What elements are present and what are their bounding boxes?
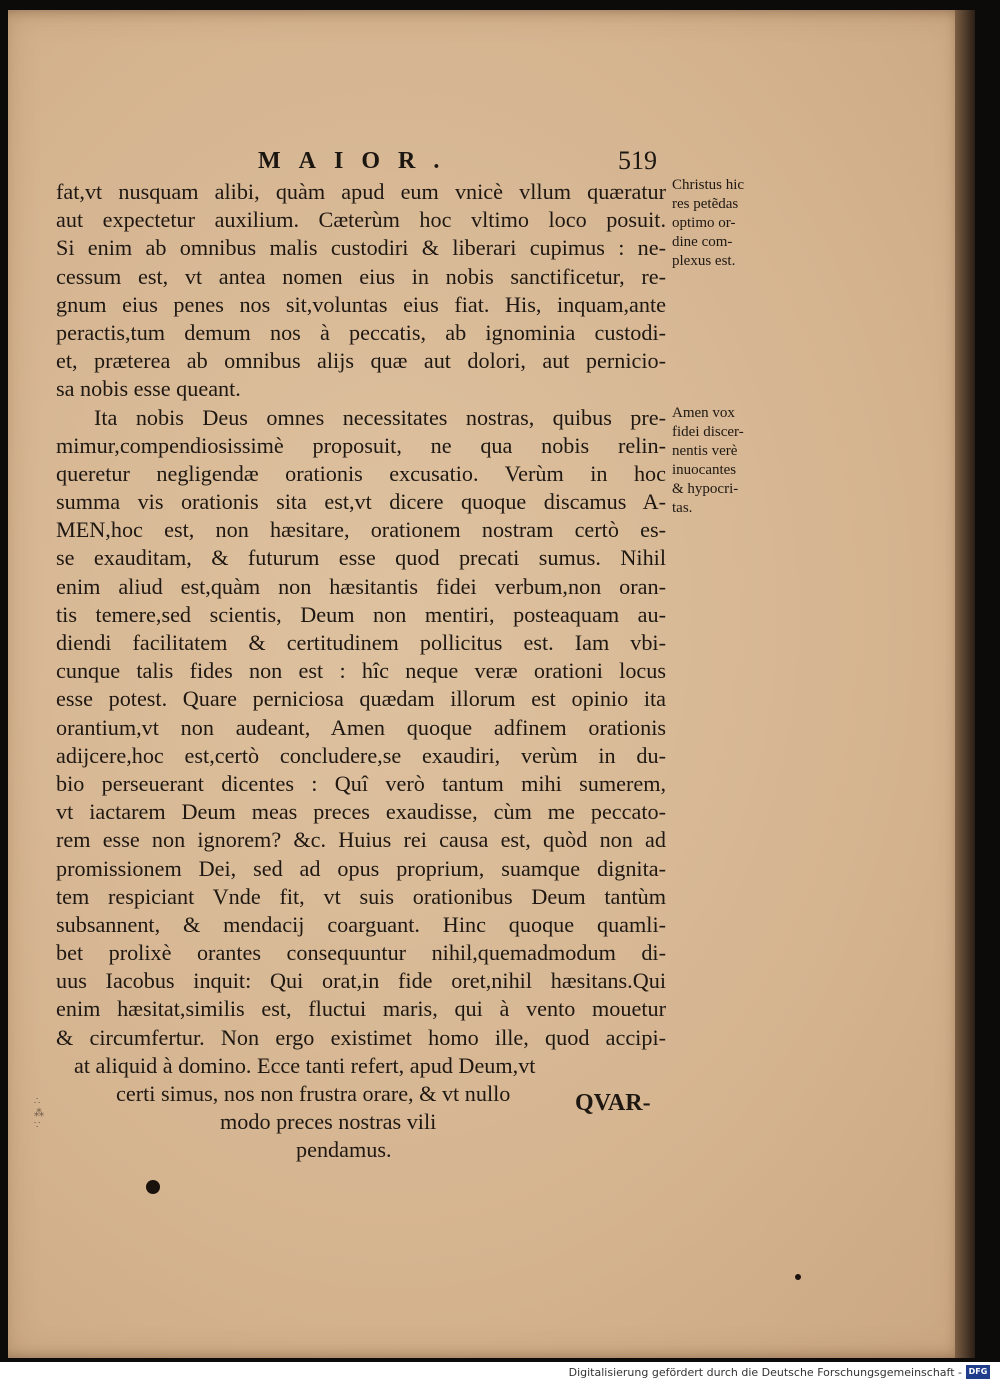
text-line: queretur negligendæ orationis excusatio. Verùm in hoc [56,460,666,486]
footer-credit: Digitalisierung gefördert durch die Deutsche Forschungsgemeinschaft - [568,1366,962,1379]
marginal-line: Christus hic [672,177,745,193]
marginal-line: tas. [672,500,693,516]
catchword: QVAR- [575,1090,651,1116]
text-line: orantium,vt non audeant, Amen quoque adfinem orationis [56,714,666,740]
text-line: adijcere,hoc est,certò concludere,se exaudiri, verùm in du- [56,742,666,768]
marginal-line: dine com- [672,234,733,250]
text-line: summa vis orationis sita est,vt dicere quoque discamus A- [56,489,666,515]
text-line: & circumfertur. Non ergo existimet homo ille, quod accipi- [56,1024,666,1050]
text-line: bet prolixè orantes consequuntur nihil,quemadmodum di- [56,940,666,966]
text-line: modo preces nostras vili [220,1109,437,1135]
text-line: esse potest. Quare perniciosa quædam illorum est opinio ita [56,686,666,712]
text-line: cessum est, vt antea nomen eius in nobis sanctificetur, re- [56,263,666,289]
text-line: tis temere,sed scientis, Deum non mentiri, posteaquam au- [56,601,666,627]
marginal-line: res petẽdas [672,196,739,212]
text-line: sa nobis esse queant. [56,376,241,402]
marginal-line: fidei discer- [672,424,744,440]
text-line: enim aliud est,quàm non hæsitantis fidei verbum,non oran- [56,573,666,599]
body-text [56,178,666,1165]
text-line: enim hæsitat,similis est, fluctui maris, qui à vento mouetur [56,996,666,1022]
marginal-line: nentis verè [672,443,738,459]
ink-dot [146,1180,160,1194]
marginal-line: & hypocri- [672,481,739,497]
text-line: diendi facilitatem & certitudinem pollicitus est. Iam vbi- [56,630,666,655]
marginal-note-christus [672,176,772,271]
text-line: mimur,compendiosissimè proposuit, ne qua nobis relin- [56,432,666,458]
text-line: certi simus, nos non frustra orare, & vt nullo [116,1081,511,1106]
marginal-note-amen [672,404,772,518]
marginal-line: inuocantes [672,462,737,478]
text-line: fat,vt nusquam alibi, quàm apud eum vnicè vllum quæratur [56,179,666,204]
text-line: cunque talis fides non est : hîc neque veræ orationi locus [56,658,666,684]
text-line: tem respiciant Vnde fit, vt suis orationibus Deum tantùm [56,883,666,909]
text-line: peractis,tum demum nos à peccatis, ab ignominia custodi- [56,319,666,345]
dfg-logo: DFG [966,1365,990,1379]
text-line: rem esse non ignorem? &c. Huius rei causa est, quòd non ad [56,827,666,853]
marginal-line: plexus est. [672,253,736,269]
marginal-line: Amen vox [672,405,735,421]
text-line: subsannent, & mendacij coarguant. Hinc quoque quamli- [56,911,666,937]
page-number: 519 [618,146,657,175]
text-line: pendamus. [296,1137,392,1163]
footer-bar [0,1362,1000,1384]
text-line: at aliquid à domino. Ecce tanti refert, apud Deum,vt [74,1052,536,1078]
marginal-line: optimo or- [672,215,736,231]
running-head: MAIOR. [258,148,458,174]
text-line: gnum eius penes nos sit,voluntas eius fiat. His, inquam,ante [56,291,666,317]
text-line: Ita nobis Deus omnes necessitates nostras, quibus pre- [94,404,666,430]
text-line: Si enim ab omnibus malis custodiri & liberari cupimus : ne- [56,235,666,261]
page-edge-shadow [955,10,975,1358]
ink-dot [795,1274,801,1280]
text-line: uus Iacobus inquit: Qui orat,in fide oret,nihil hæsitans.Qui [56,968,666,994]
text-line: promissionem Dei, sed ad opus proprium, suamque dignita- [56,855,666,881]
text-line: MEN,hoc est, non hæsitare, orationem nostram certò es- [56,517,666,543]
text-line: bio perseuerant dicentes : Quî verò tantum mihi sumerem, [56,770,666,796]
text-line: et, præterea ab omnibus alijs quæ aut dolori, aut pernicio- [56,348,666,374]
text-line: aut expectetur auxilium. Cæterùm hoc vltimo loco posuit. [56,207,666,233]
ink-smudge: ∴ ⁂ ∵ [34,1096,44,1131]
text-line: se exauditam, & futurum esse quod precati sumus. Nihil [56,545,666,571]
text-line: vt iactarem Deum meas preces exaudisse, cùm me peccato- [56,799,666,825]
